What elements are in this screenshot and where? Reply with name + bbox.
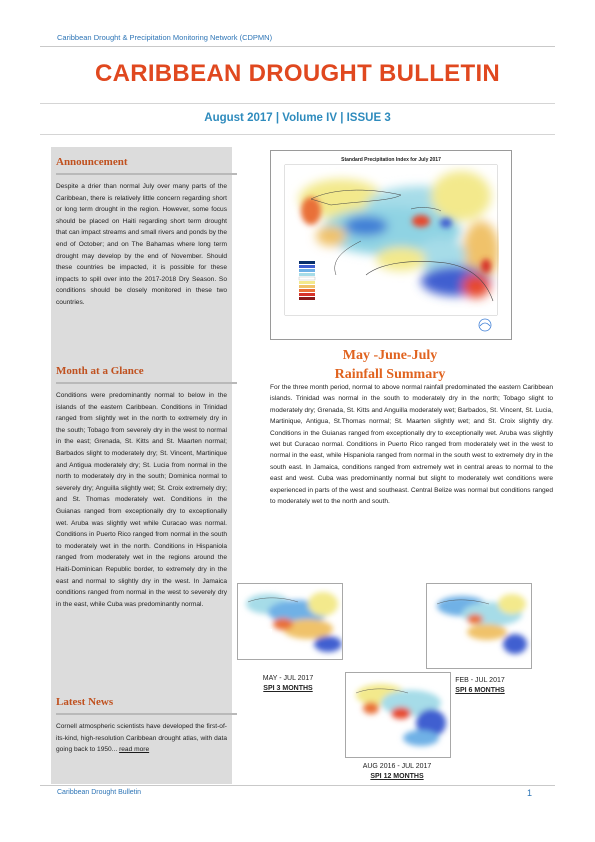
latest-news-divider (56, 713, 237, 715)
map-logo (479, 319, 491, 331)
month-glance-text: Conditions were predominantly normal to below in the islands of the eastern Caribbean. Conditions in Trinidad ranged from slightly wet in the north to extremely dry in the south; Tobago from severely dry in the west to normal in the east; Grenada, St. Kitts and St. Maarten normal; Barbados slight to moderately dry; St. Vincent, Martinique and Antigua moderately dry; St. Lucia from normal in the north to moderately dry in the south; Dominica normal to severely dry; Anguilla slightly wet; St. Croix extremely dry; and St. Thomas moderately wet. Conditions in the Guianas ranged from exceptionally dry to exceptionally wet. Aruba was slightly wet while Curacao was normal. Conditions in Puerto Rico ranged from normal in the south to moderately wet in the north. Conditions in Hispaniola ranged from moderately wet in the regions around the Haiti-Dominican Republic border, to extremely dry in the east and normal to slightly dry in the west. In Jamaica conditions ranged from normal in the west to severely dry in the east, while Cuba was predominantly normal. (56, 392, 227, 608)
latest-news-body: Cornell atmospheric scientists have developed the first-of-its-kind, high-resolution Caribbean drought atlas, with data going back to 1950... (56, 723, 227, 754)
latest-news-heading: Latest News (56, 696, 114, 708)
spi-6-month-graphic (427, 584, 531, 668)
spi-6-month-caption (428, 676, 532, 696)
spi-3-month-caption (232, 674, 344, 694)
spi-3-month-label: SPI 3 MONTHS (263, 685, 313, 692)
rainfall-title-line2: Rainfall Summary (334, 367, 446, 382)
announcement-text: Despite a drier than normal July over many parts of the Caribbean, there is relatively little concern regarding short or long term drought in the region. However, some focus should be placed on Haiti regarding short term drought that can impact streams and small rivers and ponds by the end of October; and on The Bahamas where long term drought may develop by the end of November. Should these countries be impacted, it is possible for these impacts to spill over into the 2017-2018 Dry Season. So conditions should be closely monitored in these two countries. (56, 183, 227, 306)
footer-divider (40, 785, 555, 786)
spi-6-month-label: SPI 6 MONTHS (455, 687, 505, 694)
rainfall-summary-title (270, 346, 510, 384)
read-more-link[interactable]: read more (119, 746, 150, 754)
spi-3-month-map (237, 583, 343, 660)
announcement-divider (56, 173, 237, 175)
spi-6-month-period: FEB - JUL 2017 (455, 677, 505, 684)
month-glance-heading: Month at a Glance (56, 365, 144, 377)
rainfall-title-line1: May -June-July (342, 348, 438, 363)
spi-map-graphic (271, 151, 511, 339)
spi-12-month-period: AUG 2016 - JUL 2017 (362, 763, 432, 770)
spi-3-month-period: MAY - JUL 2017 (262, 675, 314, 682)
spi-12-month-caption (340, 762, 454, 782)
spi-12-month-label: SPI 12 MONTHS (370, 773, 424, 780)
map-title: Standard Precipitation Index for July 2017 (341, 157, 441, 163)
header-divider (40, 46, 555, 47)
issue-info: August 2017 | Volume IV | ISSUE 3 (204, 112, 391, 124)
page-number: 1 (527, 788, 533, 798)
spi-3-month-graphic (238, 584, 342, 659)
rainfall-summary-text: For the three month period, normal to above normal rainfall predominated the eastern Caribbean islands. Trinidad was normal in the south to moderately dry in the north; Tobago slight to moderately dry; Grenada, St. Kitts and Anguilla moderately wet; Barbados, St. Vincent, St. Lucia, Martinique, Antigua, St.Thomas normal; St. Maarten slightly wet; and St. Croix slightly dry. Conditions in the Guianas ranged from exceptionally dry to exceptionally wet. Aruba was slightly wet but Curacao normal. Conditions in Puerto Rico ranged from moderately wet in the west to normal in the east, while Hispaniola ranged from normal in the south west to extremely dry in the south east. In Jamaica, conditions ranged from extremely wet in central areas to normal to the east and west. Cuba was predominantly normal but slight to moderately wet conditions were experienced in parts of the west and southeast. Central Belize was normal but conditions ranged to moderately wet to the north and south. (270, 384, 553, 506)
month-glance-divider (56, 382, 237, 384)
spi-6-month-map (426, 583, 532, 669)
latest-news-text (51, 721, 232, 756)
organization-name: Caribbean Drought & Precipitation Monitoring Network (CDPMN) (57, 33, 273, 42)
issue-divider (40, 134, 555, 135)
footer-title: Caribbean Drought Bulletin (57, 789, 142, 796)
sidebar (51, 147, 232, 784)
announcement-heading: Announcement (56, 156, 128, 168)
spi-july-map (270, 150, 512, 340)
title-divider (40, 103, 555, 104)
bulletin-title: CARIBBEAN DROUGHT BULLETIN (94, 60, 501, 87)
